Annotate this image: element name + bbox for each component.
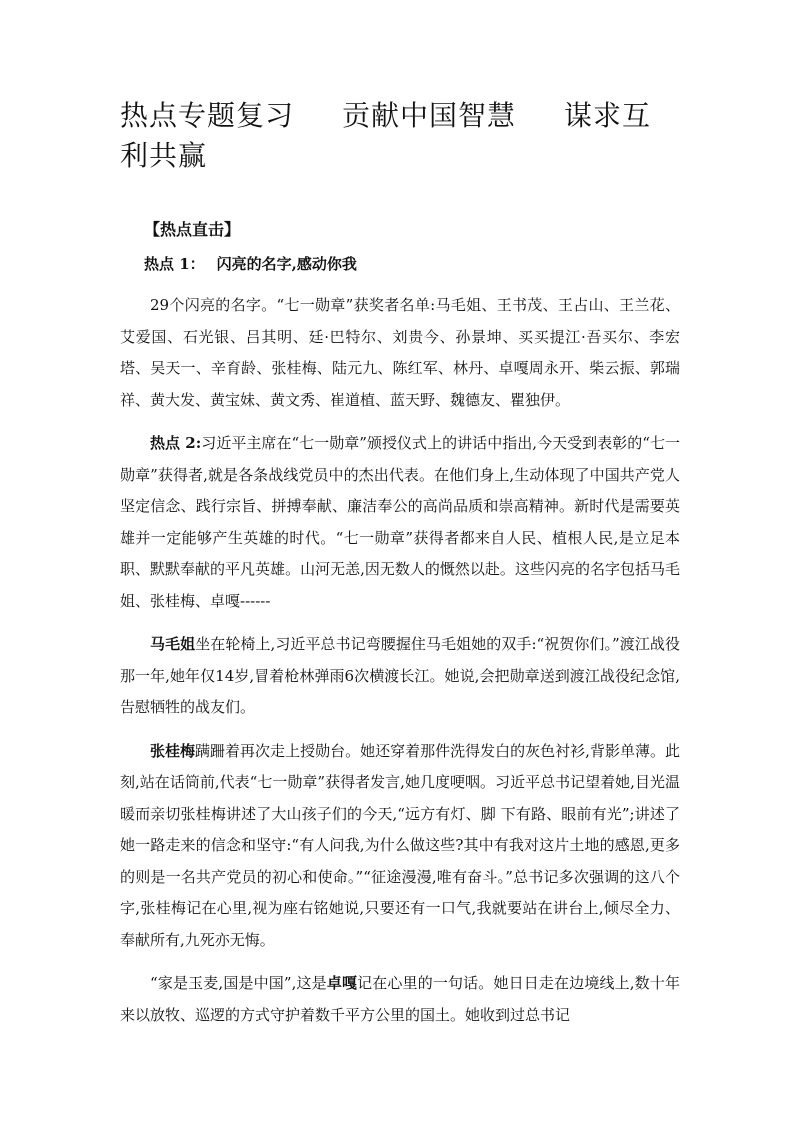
document-title xyxy=(120,96,680,176)
hotspot-2-text: 习近平主席在“七一勋章”颁授仪式上的讲话中指出,今天受到表彰的“七一勋章”获得者,就是各条战线党员中的杰出代表。在他们身上,生动体现了中国共产党人坚定信念、践行宗旨、拼搏奉献、廉洁奉公的高尚品质和崇高精神。新时代是需要英雄并一定能够产生英雄的时代。“七一勋章”获得者都来自人民、植根人民,是立足本职、默默奉献的平凡英雄。山河无恙,因无数人的慨然以赴。这些闪亮的名字包括马毛姐、张桂梅、卓嘎------ xyxy=(120,434,680,610)
hotspot-1-heading xyxy=(144,252,680,276)
title-part-2: 贡献中国智慧 xyxy=(342,99,517,132)
mamaojie-paragraph xyxy=(120,629,680,724)
zhuoga-paragraph xyxy=(120,968,680,1031)
title-part-3: 谋求互利共赢 xyxy=(120,99,652,172)
zhangguimei-paragraph xyxy=(120,736,680,957)
hotspot-2-label: 热点 2: xyxy=(150,434,202,452)
mamaojie-name: 马毛姐 xyxy=(150,635,196,653)
hotspot-1-label: 热点 1： xyxy=(144,255,205,273)
zhangguimei-name: 张桂梅 xyxy=(150,741,196,760)
title-part-1: 热点专题复习 xyxy=(120,99,295,132)
zhuoga-text-before: ,这是 xyxy=(291,974,327,992)
hotspot-1-title: 闪亮的名字,感动你我 xyxy=(216,255,357,273)
hotspot-2-paragraph xyxy=(120,428,680,617)
document-page xyxy=(120,96,680,1031)
zhuoga-name: 卓嘎 xyxy=(326,974,358,992)
zhuoga-quote: “家是玉麦,国是中国” xyxy=(150,974,292,992)
zhangguimei-text: 蹒跚着再次走上授勋台。她还穿着那件洗得发白的灰色衬衫,背影单薄。此刻,站在话筒前,代表“七一勋章”获得者发言,她几度哽咽。习近平总书记望着她,目光温暖而亲切张桂梅讲述了大山孩子们的今天,“远方有灯、脚 下有路、眼前有光”;讲述了她一路走来的信念和坚守:“有人问我,为什么做这些?其中有我对这片土地的感恩,更多的则是一名共产党员的初心和使命。”“征途漫漫,唯有奋斗。”总书记多次强调的这八个字,张桂梅记在心里,视为座右铭她说,只要还有一口气,我就要站在讲台上,倾尽全力、奉献所有,九死亦无悔。 xyxy=(120,741,680,949)
hotspot-1-paragraph: 29个闪亮的名字。“七一勋章”获奖者名单:马毛姐、王书茂、王占山、王兰花、艾爱国、石光银、吕其明、廷·巴特尔、刘贵今、孙景坤、买买提江·吾买尔、李宏塔、吴天一、辛育龄、张桂梅、陆元九、陈红军、林丹、卓嘎周永开、柴云振、郭瑞祥、黄大发、黄宝妹、黄文秀、崔道植、蓝天野、魏德友、瞿独伊。 xyxy=(120,296,680,409)
section-heading: 【热点直击】 xyxy=(144,220,241,239)
mamaojie-text: 坐在轮椅上,习近平总书记弯腰握住马毛姐她的双手:“祝贺你们。”渡江战役那一年,她年仅14岁,冒着枪林弹雨6次横渡长江。她说,会把勋章送到渡江战役纪念馆,告慰牺牲的战友们。 xyxy=(120,635,680,716)
zhuoga-text-after: 记在心里的一句话。她日日走在边境线上,数十年来以放牧、巡逻的方式守护着数千平方公里的国土。她收到过总书记 xyxy=(120,974,680,1024)
